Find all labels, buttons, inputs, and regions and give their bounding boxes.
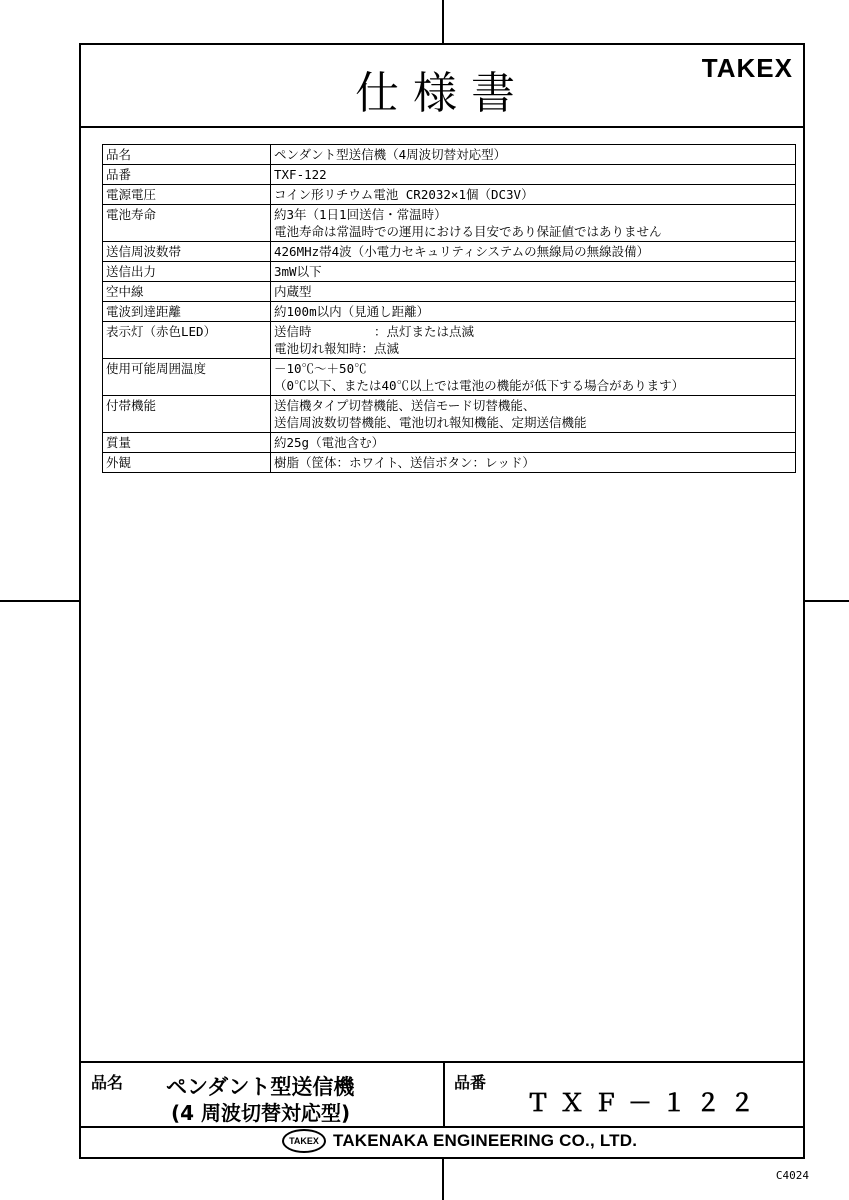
spec-value-line: コイン形リチウム電池 CR2032×1個（DC3V） (274, 187, 534, 202)
spec-row (103, 242, 796, 262)
spec-value (271, 145, 796, 165)
spec-row (103, 396, 796, 433)
spec-label: 品名 (103, 145, 271, 165)
spec-value-line: 送信機タイプ切替機能、送信モード切替機能、 (274, 398, 536, 413)
spec-value (271, 185, 796, 205)
spec-value (271, 359, 796, 396)
brand-logo: TAKEX (701, 53, 793, 83)
product-name-label: 品名 (91, 1073, 124, 1092)
product-code-label: 品番 (454, 1073, 487, 1092)
spec-row (103, 145, 796, 165)
spec-value-line: 内蔵型 (274, 284, 312, 299)
spec-label: 送信出力 (103, 262, 271, 282)
spec-value (271, 453, 796, 473)
footer (81, 1126, 803, 1157)
product-name-subtitle: (4 周波切替対応型) (171, 1101, 351, 1125)
spec-row (103, 185, 796, 205)
crop-mark-top (442, 0, 444, 43)
spec-value (271, 282, 796, 302)
spec-value (271, 322, 796, 359)
spec-value-line: 3mW以下 (274, 264, 322, 279)
spec-value (271, 433, 796, 453)
spec-label: 使用可能周囲温度 (103, 359, 271, 396)
product-name: ペンダント型送信機 (166, 1075, 355, 1099)
title-row (81, 45, 803, 128)
spec-value (271, 205, 796, 242)
spec-label: 電池寿命 (103, 205, 271, 242)
spec-value-line: 約3年（1日1回送信・常温時） (274, 207, 447, 222)
spec-value-line: ペンダント型送信機（4周波切替対応型） (274, 147, 507, 162)
spec-label: 電源電圧 (103, 185, 271, 205)
spec-label: 付帯機能 (103, 396, 271, 433)
spec-value-line: －10℃～＋50℃ (274, 361, 367, 376)
spec-value-line: 約100m以内（見通し距離） (274, 304, 430, 319)
crop-mark-right (805, 600, 849, 602)
spec-label: 品番 (103, 165, 271, 185)
crop-mark-bottom (442, 1159, 444, 1200)
spec-row (103, 453, 796, 473)
title-block (81, 1061, 803, 1128)
spec-label: 質量 (103, 433, 271, 453)
document-number: C4024 (775, 1169, 809, 1182)
spec-label: 外観 (103, 453, 271, 473)
spec-label: 表示灯（赤色LED） (103, 322, 271, 359)
product-code: ＴＸＦ－１２２ (526, 1089, 764, 1117)
spec-value-line: 電池寿命は常温時での運用における目安であり保証値ではありません (274, 224, 662, 239)
spec-value-line: 送信周波数切替機能、電池切れ報知機能、定期送信機能 (274, 415, 587, 430)
page-title: 仕様書 (355, 68, 529, 119)
spec-row (103, 165, 796, 185)
spec-row (103, 205, 796, 242)
spec-label: 送信周波数帯 (103, 242, 271, 262)
spec-row (103, 359, 796, 396)
company-logo: TAKEX (282, 1129, 326, 1153)
crop-mark-left (0, 600, 79, 602)
spec-label: 空中線 (103, 282, 271, 302)
spec-value-line: 約25g（電池含む） (274, 435, 385, 450)
spec-value (271, 396, 796, 433)
spec-label: 電波到達距離 (103, 302, 271, 322)
spec-value (271, 262, 796, 282)
spec-row (103, 302, 796, 322)
spec-row (103, 433, 796, 453)
spec-value (271, 242, 796, 262)
spec-value-line: 送信時 ：点灯または点滅 (274, 324, 475, 339)
spec-row (103, 322, 796, 359)
company-name: TAKENAKA ENGINEERING CO., LTD. (333, 1131, 638, 1150)
spec-table (102, 144, 796, 473)
spec-value-line: TXF-122 (274, 167, 327, 182)
spec-value-line: 樹脂（筐体：ホワイト、送信ボタン：レッド） (274, 455, 535, 470)
spec-sheet (79, 43, 805, 1159)
spec-value (271, 165, 796, 185)
spec-value-line: 電池切れ報知時：点滅 (274, 341, 400, 356)
spec-row (103, 262, 796, 282)
divider (443, 1063, 445, 1126)
spec-value-line: 426MHz帯4波（小電力セキュリティシステムの無線局の無線設備） (274, 244, 650, 259)
spec-value-line: （0℃以下、または40℃以上では電池の機能が低下する場合があります） (274, 378, 685, 393)
spec-row (103, 282, 796, 302)
spec-value (271, 302, 796, 322)
